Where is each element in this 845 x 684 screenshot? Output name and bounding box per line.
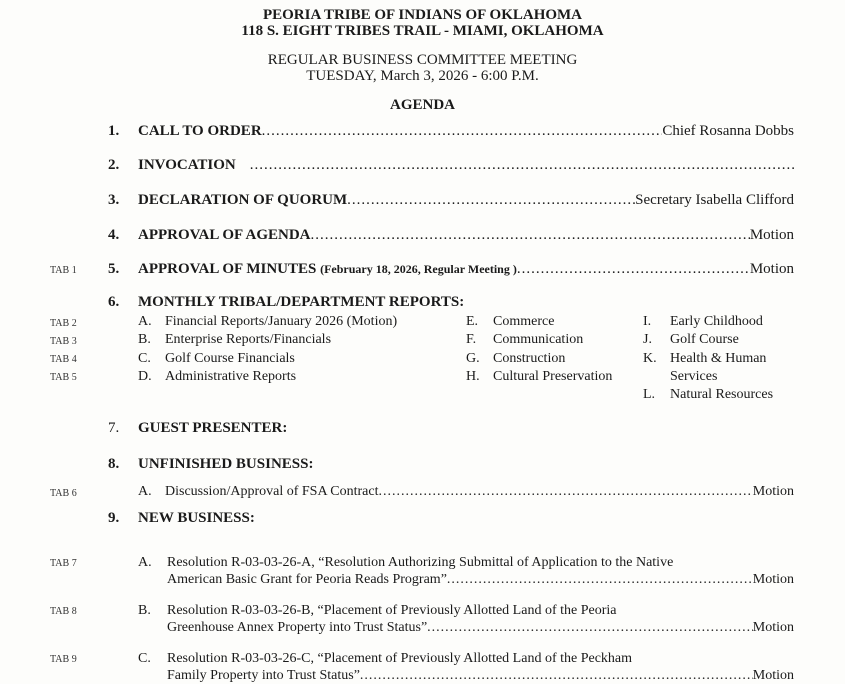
- tab-label: TAB 2: [50, 318, 77, 329]
- dot-leader: [360, 667, 753, 684]
- report-item: Services: [670, 368, 718, 384]
- item-action: Motion: [749, 261, 794, 277]
- agenda-title: AGENDA: [389, 97, 455, 113]
- report-column-3: [643, 313, 773, 404]
- resolution-item: C. Resolution R-03-03-26-C, “Placement of Previously Allotted Land of the Peckham Family Property into Trust Status” ..... Motion: [138, 650, 794, 684]
- item-presenter: Secretary Isabella Clifford: [635, 192, 794, 208]
- dot-leader: [379, 484, 753, 500]
- report-item: B. Enterprise Reports/Financials: [138, 332, 332, 348]
- report-item: H. Cultural Preservation: [466, 368, 613, 384]
- item-number: 3.: [108, 192, 120, 208]
- dot-leader: [447, 571, 753, 588]
- report-item: F. Communication: [466, 332, 584, 348]
- section-title: NEW BUSINESS:: [138, 510, 255, 526]
- tab-label: TAB 8: [50, 606, 77, 617]
- section-number: 8.: [108, 456, 120, 472]
- item-title: INVOCATION: [138, 157, 236, 173]
- section-title: UNFINISHED BUSINESS:: [138, 456, 314, 472]
- item-title: APPROVAL OF AGENDA: [138, 227, 311, 243]
- report-item: I. Early Childhood: [643, 314, 763, 329]
- report-item: K. Health & Human: [643, 350, 767, 366]
- report-item: J. Golf Course: [643, 332, 739, 348]
- resolution-item: B. Resolution R-03-03-26-B, “Placement of Previously Allotted Land of the Peoria Greenhouse Annex Property into Trust Status” ..... Motion: [138, 602, 794, 636]
- tab-label: TAB 6: [50, 488, 77, 499]
- dot-leader: [262, 123, 663, 140]
- item-action: Motion: [749, 227, 794, 243]
- section-number: 7.: [108, 420, 120, 436]
- item-number: 5.: [108, 261, 120, 277]
- dot-leader: [347, 192, 635, 209]
- section-number: 9.: [108, 510, 120, 526]
- tab-label: TAB 9: [50, 654, 77, 665]
- dot-leader: [311, 227, 750, 244]
- unfinished-item: A. Discussion/Approval of FSA Contract ..... Motion: [138, 484, 794, 500]
- section-title: MONTHLY TRIBAL/DEPARTMENT REPORTS:: [138, 294, 465, 310]
- report-item: D. Administrative Reports: [138, 368, 297, 384]
- meeting-title: REGULAR BUSINESS COMMITTEE MEETING: [267, 52, 578, 68]
- tab-label: TAB 1: [50, 265, 77, 276]
- report-item: G. Construction: [466, 350, 566, 366]
- report-item: C. Golf Course Financials: [138, 350, 295, 366]
- report-item: L. Natural Resources: [643, 387, 774, 403]
- item-title: DECLARATION OF QUORUM: [138, 192, 348, 208]
- section-number: 6.: [108, 294, 120, 310]
- resolution-item: A. Resolution R-03-03-26-A, “Resolution Authorizing Submittal of Application to the Native American Basic Grant for Peoria Reads Program” ..... Motion: [138, 554, 794, 588]
- tab-label: TAB 3: [50, 336, 77, 347]
- report-column-2: [466, 313, 612, 386]
- item-title: APPROVAL OF MINUTES: [138, 261, 317, 277]
- tab-label: TAB 4: [50, 354, 77, 365]
- tab-label: TAB 7: [50, 558, 77, 569]
- tab-label: TAB 5: [50, 372, 77, 383]
- item-number: 2.: [108, 157, 120, 173]
- item-number: 1.: [108, 123, 120, 139]
- item-title: CALL TO ORDER: [138, 123, 262, 139]
- item-presenter: Chief Rosanna Dobbs: [662, 123, 794, 139]
- dot-leader: [427, 619, 753, 636]
- report-column-1: [138, 313, 397, 386]
- org-address: 118 S. EIGHT TRIBES TRAIL - MIAMI, OKLAHOMA: [241, 23, 604, 39]
- dot-leader: [250, 157, 794, 174]
- dot-leader: [517, 261, 750, 278]
- meeting-datetime: TUESDAY, March 3, 2026 - 6:00 P.M.: [306, 68, 539, 84]
- item-number: 4.: [108, 227, 120, 243]
- section-title: GUEST PRESENTER:: [138, 420, 288, 436]
- report-item: A. Financial Reports/January 2026 (Motion): [138, 314, 398, 329]
- report-item: E. Commerce: [466, 314, 555, 329]
- org-name: PEORIA TRIBE OF INDIANS OF OKLAHOMA: [262, 7, 583, 23]
- item-note: (February 18, 2026, Regular Meeting ): [320, 262, 517, 276]
